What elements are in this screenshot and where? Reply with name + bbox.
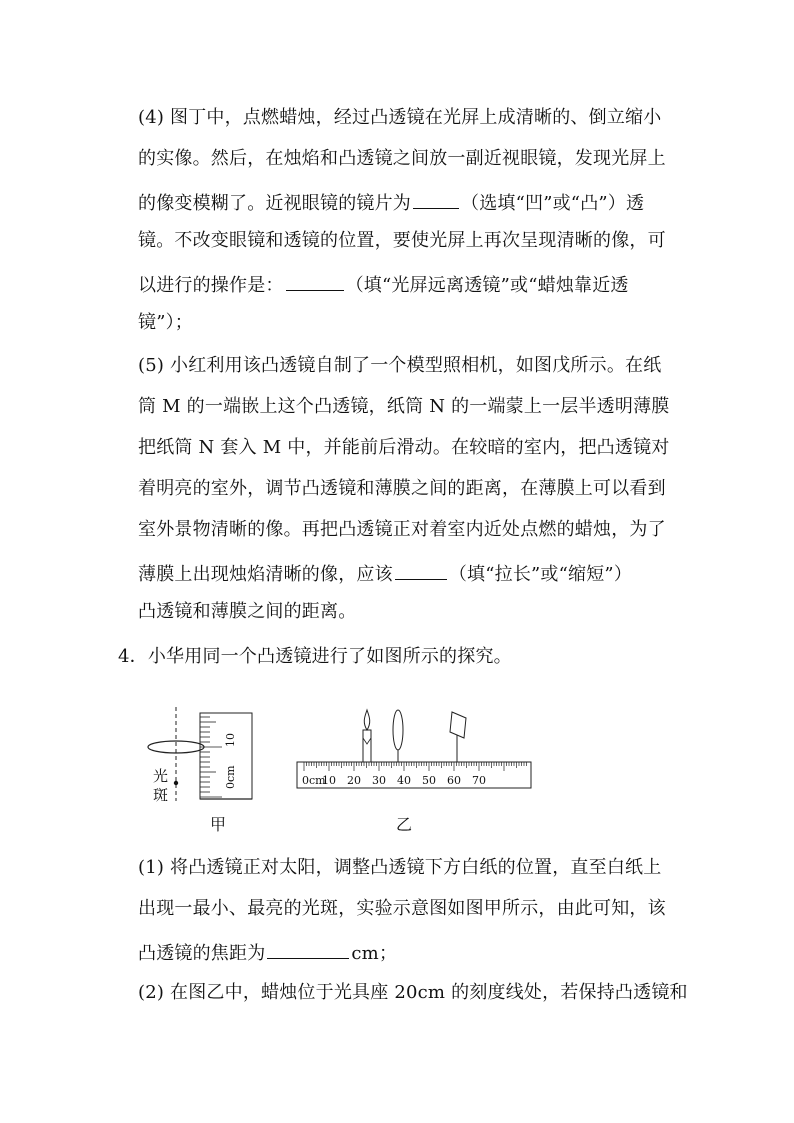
spot-label: 光: [153, 767, 169, 785]
convex-lens-icon: [393, 710, 403, 750]
figure-label-yi: 乙: [396, 815, 413, 834]
text-line: 镜”）；: [138, 312, 194, 333]
bench-tick-label: 0cm: [302, 774, 326, 787]
text-line: 的实像。然后，在烛焰和凸透镜之间放一副近视眼镜，发现光屏上: [138, 148, 666, 169]
text-line: [138, 561, 632, 585]
text-line: (5) 小红利用该凸透镜自制了一个模型照相机，如图戊所示。在纸: [138, 355, 662, 376]
bench-ticks: [304, 762, 527, 771]
text-span: cm；: [351, 943, 398, 964]
ruler-ticks: [200, 717, 222, 797]
text-line: [138, 940, 397, 964]
text-line: 出现一最小、最亮的光斑，实验示意图如图甲所示，由此可知，该: [138, 898, 666, 919]
text-line: 筒 M 的一端嵌上这个凸透镜，纸筒 N 的一端蒙上一层半透明薄膜: [138, 396, 670, 417]
text-span: （填“光屏远离透镜”或“蜡烛靠近透: [345, 275, 629, 296]
spot-label: 斑: [153, 786, 169, 804]
bench-tick-label: 20: [347, 774, 361, 787]
bench-tick-labels: [302, 774, 486, 787]
text-span: 以进行的操作是：: [138, 275, 284, 296]
text-line: 镜。不改变眼镜和透镜的位置，要使光屏上再次呈现清晰的像，可: [138, 230, 666, 251]
figure-yi: [292, 708, 537, 793]
question-title: 4．小华用同一个凸透镜进行了如图所示的探究。: [118, 646, 512, 667]
bench-tick-label: 70: [472, 774, 486, 787]
text-line: (4) 图丁中，点燃蜡烛，经过凸透镜在光屏上成清晰的、倒立缩小: [138, 107, 662, 128]
figure-label-jia: 甲: [210, 815, 227, 834]
bench-tick-label: 40: [397, 774, 411, 787]
ruler-label-10: 10: [224, 733, 237, 747]
text-span: （选填“凹”或“凸”）透: [461, 193, 645, 214]
text-line: 凸透镜和薄膜之间的距离。: [138, 601, 357, 622]
text-line: (1) 将凸透镜正对太阳，调整凸透镜下方白纸的位置，直至白纸上: [138, 857, 662, 878]
text-line: 室外景物清晰的像。再把凸透镜正对着室内近处点燃的蜡烛，为了: [138, 519, 666, 540]
text-span: 的像变模糊了。近视眼镜的镜片为: [138, 193, 411, 214]
text-line: [138, 272, 629, 296]
text-span: 薄膜上出现烛焰清晰的像，应该: [138, 564, 393, 585]
answer-blank[interactable]: [413, 190, 459, 209]
screen-icon: [450, 712, 466, 762]
answer-blank[interactable]: [267, 940, 349, 959]
light-spot-dot: [174, 781, 178, 785]
text-line: 着明亮的室外，调节凸透镜和薄膜之间的距离，在薄膜上可以看到: [138, 478, 666, 499]
candle-icon: [363, 710, 371, 762]
text-span: 凸透镜的焦距为: [138, 943, 266, 964]
bench-tick-label: 60: [447, 774, 461, 787]
text-line: 把纸筒 N 套入 M 中，并能前后滑动。在较暗的室内，把凸透镜对: [138, 437, 670, 458]
answer-blank[interactable]: [395, 561, 447, 580]
ruler-label-0cm: 0cm: [224, 765, 237, 789]
bench-tick-label: 10: [322, 774, 336, 787]
bench-tick-label: 30: [372, 774, 386, 787]
text-line: (2) 在图乙中，蜡烛位于光具座 20cm 的刻度线处，若保持凸透镜和: [138, 982, 688, 1003]
answer-blank[interactable]: [286, 272, 344, 291]
bench-tick-label: 50: [422, 774, 436, 787]
text-line: [138, 190, 644, 214]
text-span: （填“拉长”或“缩短”）: [448, 564, 633, 585]
